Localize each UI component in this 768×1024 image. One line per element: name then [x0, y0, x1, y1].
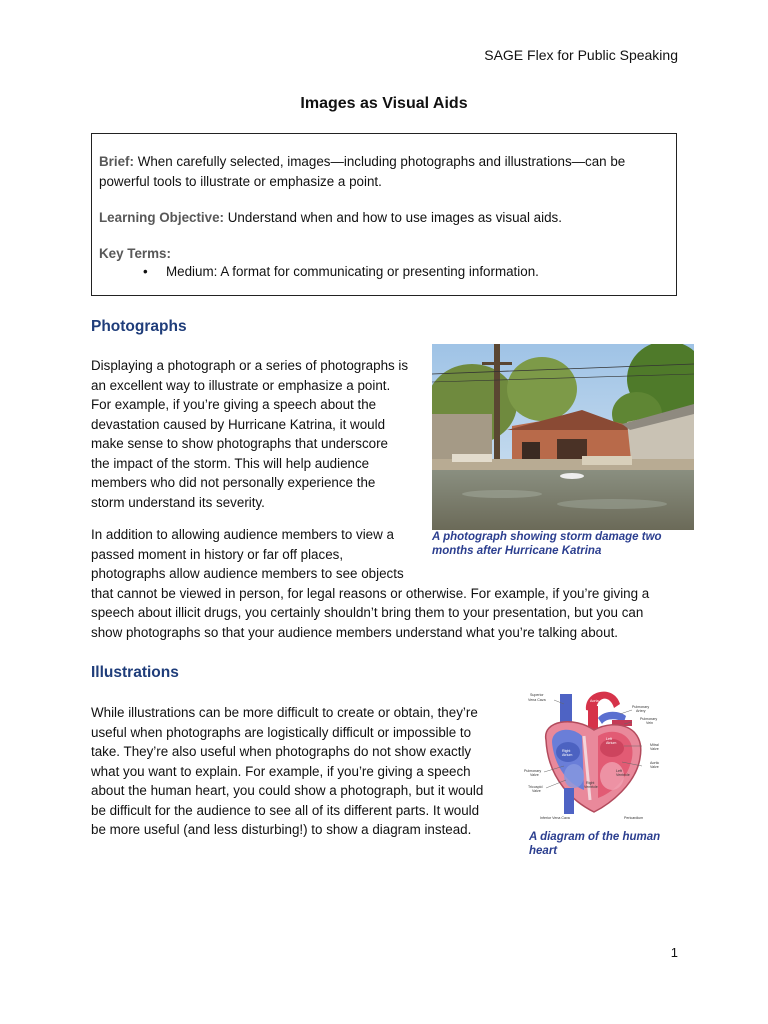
illustrations-paragraph [91, 703, 501, 840]
label-tricuspid-valve-2: Valve [532, 789, 541, 793]
text-line: an excellent way to illustrate or emphasize a point. [91, 377, 391, 393]
text-line: be more useful (and less disturbing!) to show a diagram instead. [91, 822, 472, 837]
text-line: about the human heart, you could show a photograph, but it would [91, 783, 484, 798]
caption-line: months after Hurricane Katrina [432, 545, 602, 557]
text-line: While illustrations can be more difficult to create or obtain, they’re [91, 705, 478, 720]
label-pericardium: Pericardium [624, 816, 644, 820]
label-pulmonary-valve: Pulmonary [524, 769, 542, 773]
brief-line-2: powerful tools to illustrate or emphasize a point. [99, 174, 382, 189]
text-line: be difficult for the audience to see all of its different parts. It would [91, 802, 480, 818]
objective-line [99, 208, 562, 228]
heart-caption [529, 830, 660, 858]
bullet-icon: • [143, 264, 148, 279]
label-right-atrium-2: Atrium [562, 753, 573, 757]
text-line: devastation caused by Hurricane Katrina, it would [91, 416, 386, 432]
text-line: what you want to explain. For example, if you’re giving a speech [91, 763, 471, 779]
text-line: show photographs so that your audience members understand what you’re talking about. [91, 624, 619, 640]
photographs-paragraph-1 [91, 356, 421, 512]
text-line: the impact of the storm. This will help audience [91, 455, 370, 471]
brief-line-1 [99, 152, 625, 172]
text-line: storm understand its severity. [91, 494, 265, 510]
text-line: speech about illicit drugs, you certainly shouldn’t bring them to your presentation, but you can [91, 605, 644, 620]
label-pulmonary-vein-2: Vein [646, 721, 653, 725]
label-mitral-valve: Mitral [650, 743, 659, 747]
label-tricuspid-valve: Tricuspid [528, 785, 543, 789]
label-superior-vena-cava: Superior [530, 693, 544, 697]
label-inferior-vena-cava: Inferior Vena Cava [540, 816, 570, 820]
summary-box [91, 133, 677, 296]
caption-line: A photograph showing storm damage two [432, 531, 662, 543]
label-aortic-valve-2: Valve [650, 765, 659, 769]
key-terms-label: Key Terms: [99, 246, 171, 261]
label-superior-vena-cava-2: Vena Cava [528, 698, 546, 702]
illustrations-heading: Illustrations [91, 664, 179, 681]
brief-text: When carefully selected, images—including photographs and illustrations—can be [137, 154, 626, 169]
photo-caption [432, 530, 662, 558]
text-line: In addition to allowing audience members to view a [91, 527, 394, 542]
text-line: members who did not personally experience the [91, 475, 376, 490]
label-mitral-valve-2: Valve [650, 747, 659, 751]
page-title: Images as Visual Aids [300, 95, 468, 112]
running-header: SAGE Flex for Public Speaking [484, 47, 678, 63]
photo-graphic [432, 344, 694, 530]
label-left-ventricle: Left [616, 769, 622, 773]
label-left-atrium-2: Atrium [606, 741, 617, 745]
key-term-item: Medium: A format for communicating or presenting information. [166, 264, 539, 279]
text-line: passed moment in history or far off places, [91, 546, 344, 562]
label-aorta: Aorta [590, 699, 599, 703]
heart-graphic [524, 680, 670, 826]
text-line: For example, if you’re giving a speech about the [91, 397, 377, 412]
text-line: make sense to show photographs that underscore [91, 436, 389, 451]
text-line: that cannot be viewed in person, for legal reasons or otherwise. For example, if you’re giving a [91, 585, 650, 601]
label-right-ventricle-2: Ventricle [584, 785, 598, 789]
label-aortic-valve: Aortic [650, 761, 660, 765]
hurricane-katrina-photo [432, 344, 694, 530]
text-line: Displaying a photograph or a series of photographs is [91, 358, 409, 373]
photographs-heading: Photographs [91, 318, 187, 335]
text-line: photographs allow audience members to see objects [91, 566, 404, 581]
caption-line: heart [529, 845, 558, 857]
label-left-ventricle-2: Ventricle [616, 773, 630, 777]
label-right-atrium: Right [562, 749, 571, 753]
label-pulmonary-artery-2: Artery [636, 709, 646, 713]
label-right-ventricle: Right [586, 781, 595, 785]
page-number: 1 [670, 945, 678, 960]
text-line: useful when photographs are logistically difficult or impossible to [91, 724, 472, 740]
objective-text: Understand when and how to use images as visual aids. [227, 210, 562, 225]
objective-label: Learning Objective: [99, 210, 225, 225]
label-left-atrium: Left [606, 737, 612, 741]
label-pulmonary-valve-2: Valve [530, 773, 539, 777]
heart-diagram [524, 680, 670, 826]
caption-line: A diagram of the human [529, 831, 661, 843]
label-pulmonary-vein: Pulmonary [640, 717, 658, 721]
brief-label: Brief: [99, 154, 134, 169]
label-pulmonary-artery: Pulmonary [632, 705, 650, 709]
text-line: take. They’re also useful when photographs do not show exactly [91, 744, 472, 759]
